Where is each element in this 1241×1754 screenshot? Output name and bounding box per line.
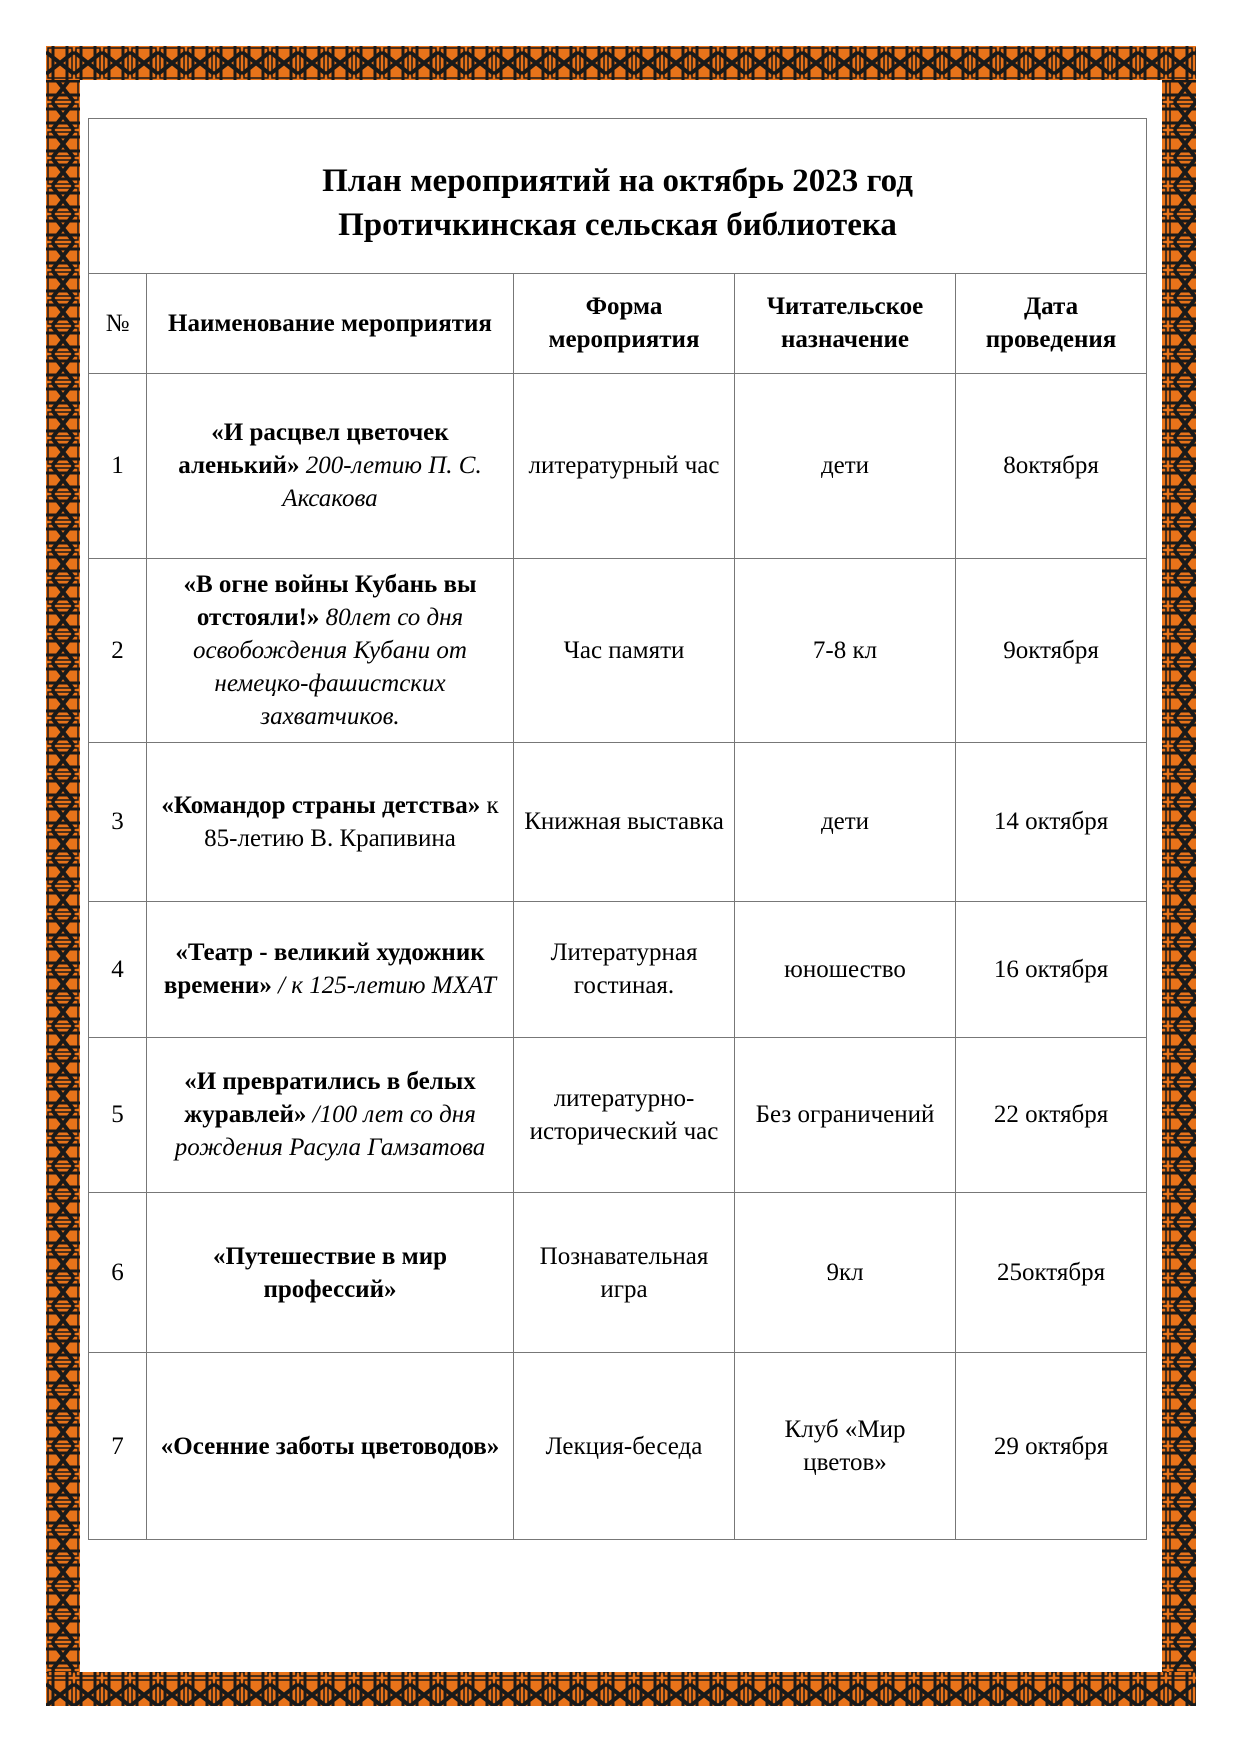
table-row	[89, 901, 1147, 1037]
row-date: 9октября	[956, 558, 1147, 743]
event-title: «Путешествие в мир профессий»	[212, 1242, 448, 1303]
event-subtitle: к 85-летию В. Крапивина	[204, 791, 499, 852]
row-num: 5	[89, 1038, 147, 1193]
event-title: «В огне войны Кубань вы отстояли!»	[183, 570, 477, 631]
row-date: 16 октября	[956, 901, 1147, 1037]
header-num: №	[89, 273, 147, 373]
table-row	[89, 1038, 1147, 1193]
row-num: 6	[89, 1192, 147, 1353]
row-audience: 7-8 кл	[735, 558, 956, 743]
row-audience: юношество	[735, 901, 956, 1037]
row-date: 8октября	[956, 373, 1147, 558]
row-audience: Без ограничений	[735, 1038, 956, 1193]
row-name	[147, 1353, 514, 1540]
table-row	[89, 1192, 1147, 1353]
row-audience: Клуб «Мир цветов»	[735, 1353, 956, 1540]
table-row	[89, 1353, 1147, 1540]
event-title: «Командор страны детства»	[161, 791, 481, 819]
row-form: Литературная гостиная.	[514, 901, 735, 1037]
event-title: «И расцвел цветочек аленький»	[178, 419, 449, 480]
row-date: 22 октября	[956, 1038, 1147, 1193]
row-audience: 9кл	[735, 1192, 956, 1353]
header-audience: Читательское назначение	[735, 273, 956, 373]
header-form: Форма мероприятия	[514, 273, 735, 373]
row-form: литературно-исторический час	[514, 1038, 735, 1193]
row-name	[147, 558, 514, 743]
event-subtitle: / к 125-летию МХАТ	[271, 972, 497, 1000]
table-row	[89, 373, 1147, 558]
row-audience: дети	[735, 373, 956, 558]
row-name	[147, 1038, 514, 1193]
row-audience: дети	[735, 743, 956, 902]
header-row	[89, 273, 1147, 373]
events-table	[88, 118, 1147, 1540]
row-form: Лекция-беседа	[514, 1353, 735, 1540]
event-title: «И превратились в белых журавлей»	[184, 1068, 476, 1129]
row-num: 4	[89, 901, 147, 1037]
event-subtitle: 200-летию П. С. Аксакова	[282, 452, 482, 513]
table-row	[89, 743, 1147, 902]
row-form: Книжная выставка	[514, 743, 735, 902]
event-subtitle: /100 лет со дня рождения Расула Гамзатова	[174, 1101, 486, 1162]
row-name	[147, 743, 514, 902]
event-title: «Осенние заботы цветоводов»	[160, 1432, 500, 1460]
row-date: 25октября	[956, 1192, 1147, 1353]
row-date: 29 октября	[956, 1353, 1147, 1540]
border-right	[1162, 80, 1196, 1672]
row-num: 7	[89, 1353, 147, 1540]
row-num: 1	[89, 373, 147, 558]
header-name: Наименование мероприятия	[147, 273, 514, 373]
row-date: 14 октября	[956, 743, 1147, 902]
row-form: Познавательная игра	[514, 1192, 735, 1353]
row-num: 2	[89, 558, 147, 743]
border-bottom	[46, 1672, 1196, 1706]
event-title: «Театр - великий художник времени»	[163, 939, 485, 1000]
title-line-2: Протичкинская сельская библиотека	[338, 206, 897, 243]
document-title	[89, 119, 1147, 274]
row-form: литературный час	[514, 373, 735, 558]
title-line-1: План мероприятий на октябрь 2023 год	[322, 162, 913, 199]
row-name	[147, 373, 514, 558]
row-name	[147, 901, 514, 1037]
table-row	[89, 558, 1147, 743]
border-left	[46, 80, 80, 1672]
event-subtitle: 80лет со дня освобождения Кубани от немецко-фашистских захватчиков.	[193, 603, 467, 730]
row-num: 3	[89, 743, 147, 902]
header-date: Дата проведения	[956, 273, 1147, 373]
row-name	[147, 1192, 514, 1353]
border-top	[46, 46, 1196, 80]
row-form: Час памяти	[514, 558, 735, 743]
